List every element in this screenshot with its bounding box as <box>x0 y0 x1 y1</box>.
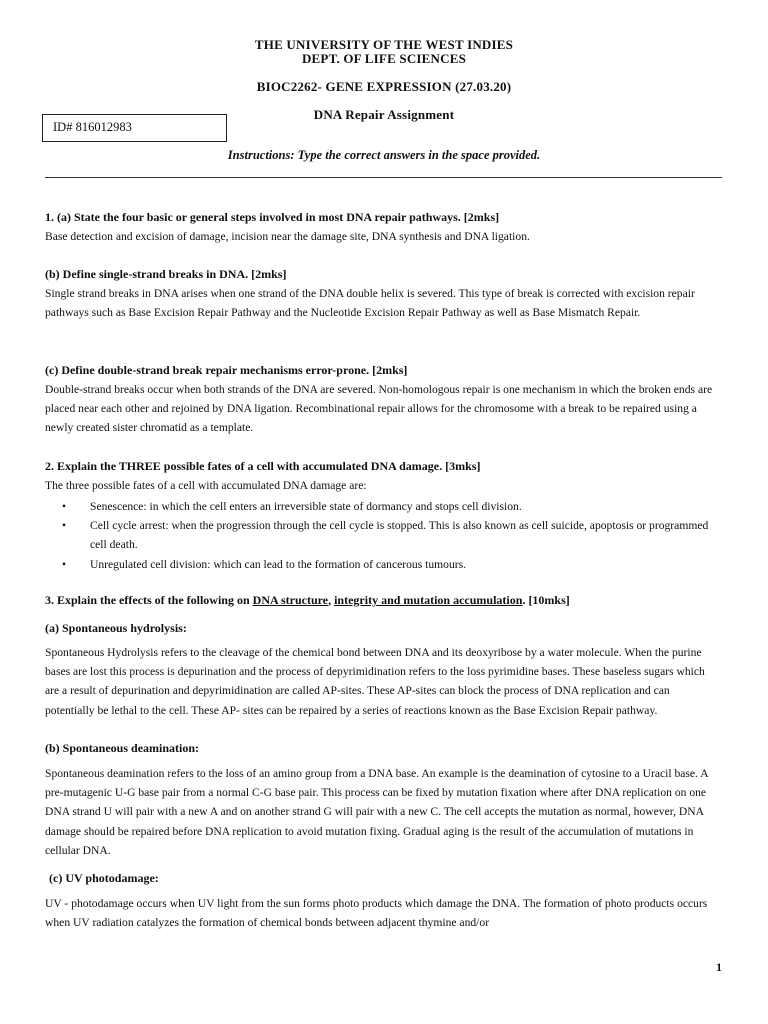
heading-marks: . [10mks] <box>522 593 570 607</box>
heading-underlined-2: integrity and mutation accumulation <box>334 593 523 607</box>
bullet-text: Senescence: in which the cell enters an irreversible state of dormancy and stops cell division. <box>90 500 522 513</box>
list-item <box>62 555 712 574</box>
question-1c-answer: Double-strand breaks occur when both strands of the DNA are severed. Non-homologous repair is one mechanism in which the broken ends are placed near each other and rejoined by DNA ligation. Recombinational repair allows for the chromosome with a break to be repaired using a newly created sister chromatid as a template. <box>45 383 713 435</box>
student-id-box: ID# 816012983 <box>42 114 227 142</box>
question-3c-answer: UV - photodamage occurs when UV light from the sun forms photo products which damage the DNA. The formation of photo products occurs when UV radiation catalyzes the formation of chemical bonds between adjacent thymine and/or <box>45 897 708 930</box>
heading-underlined-1: DNA structure <box>252 593 329 607</box>
bullet-text: Cell cycle arrest: when the progression through the cell cycle is stopped. This is also known as cell suicide, apoptosis or programmed cell death. <box>90 519 709 552</box>
bullet-icon: • <box>62 519 67 533</box>
question-3a-answer: Spontaneous Hydrolysis refers to the cleavage of the chemical bond between DNA and its deoxyribose by a water molecule. When the purine bases are lost this process is depurination and the process of depyrimidination refers to the loss pyrimidine bases. These baseless sugars which are a result of depurination and depyrimidination are called AP-sites. These AP-sites can block the process of DNA replication and can potentially be lethal to the cell. These AP- sites can be repaired by a series of reactions known as the Base Excision Repair pathway. <box>45 646 705 717</box>
question-3b-answer: Spontaneous deamination refers to the loss of an amino group from a DNA base. An example is the deamination of cytosine to a Uracil base. A pre-mutagenic U-G base pair from a normal C-G base pair. This process can be fixed by mutation fixation where after DNA replication on one DNA strand U will pair with a new A and on another strand G will pair with a new C. The cell accepts the mutation as normal, however, DNA damage should be repaired before DNA replication to avoid mutation fixing. Gradual aging is the result of the accumulation of mutations in cellular DNA. <box>45 767 708 857</box>
heading-text: 3. Explain the effects of the following on <box>45 593 253 607</box>
bullet-icon: • <box>62 500 67 513</box>
question-1c-heading: (c) Define double-strand break repair mechanisms error-prone. [2mks] <box>45 363 408 377</box>
question-2-bullet-list <box>62 497 712 574</box>
course-title: BIOC2262- GENE EXPRESSION (27.03.20) <box>256 79 512 94</box>
question-2-intro: The three possible fates of a cell with accumulated DNA damage are: <box>45 479 367 492</box>
question-1b-answer: Single strand breaks in DNA arises when one strand of the DNA double helix is severed. This type of break is corrected with excision repair pathways such as Base Excision Repair Pathway and the Nucleotide Excision Repair Pathway as well as Base Mismatch Repair. <box>45 287 695 320</box>
question-3a-heading: (a) Spontaneous hydrolysis: <box>45 621 187 635</box>
question-1b-heading: (b) Define single-strand breaks in DNA. [2mks] <box>45 267 287 281</box>
question-1a-heading: 1. (a) State the four basic or general steps involved in most DNA repair pathways. [2mks] <box>45 210 500 224</box>
list-item <box>62 497 712 516</box>
assignment-title: DNA Repair Assignment <box>313 107 455 122</box>
question-3b-heading: (b) Spontaneous deamination: <box>45 741 200 755</box>
question-3-heading <box>45 593 570 608</box>
page-number: 1 <box>716 960 722 974</box>
bullet-icon: • <box>62 557 67 571</box>
divider <box>45 177 722 178</box>
list-item <box>62 516 712 554</box>
department-title: DEPT. OF LIFE SCIENCES <box>301 51 467 66</box>
question-3c-heading: (c) UV photodamage: <box>49 871 159 885</box>
question-1a-answer: Base detection and excision of damage, incision near the damage site, DNA synthesis and DNA ligation. <box>45 230 530 243</box>
heading-separator: , <box>328 593 335 607</box>
question-2-heading: 2. Explain the THREE possible fates of a cell with accumulated DNA damage. [3mks] <box>45 459 481 473</box>
instructions: Instructions: Type the correct answers in the space provided. <box>227 148 541 162</box>
bullet-text: Unregulated cell division: which can lead to the formation of cancerous tumours. <box>90 557 467 571</box>
university-title: THE UNIVERSITY OF THE WEST INDIES <box>254 37 514 52</box>
